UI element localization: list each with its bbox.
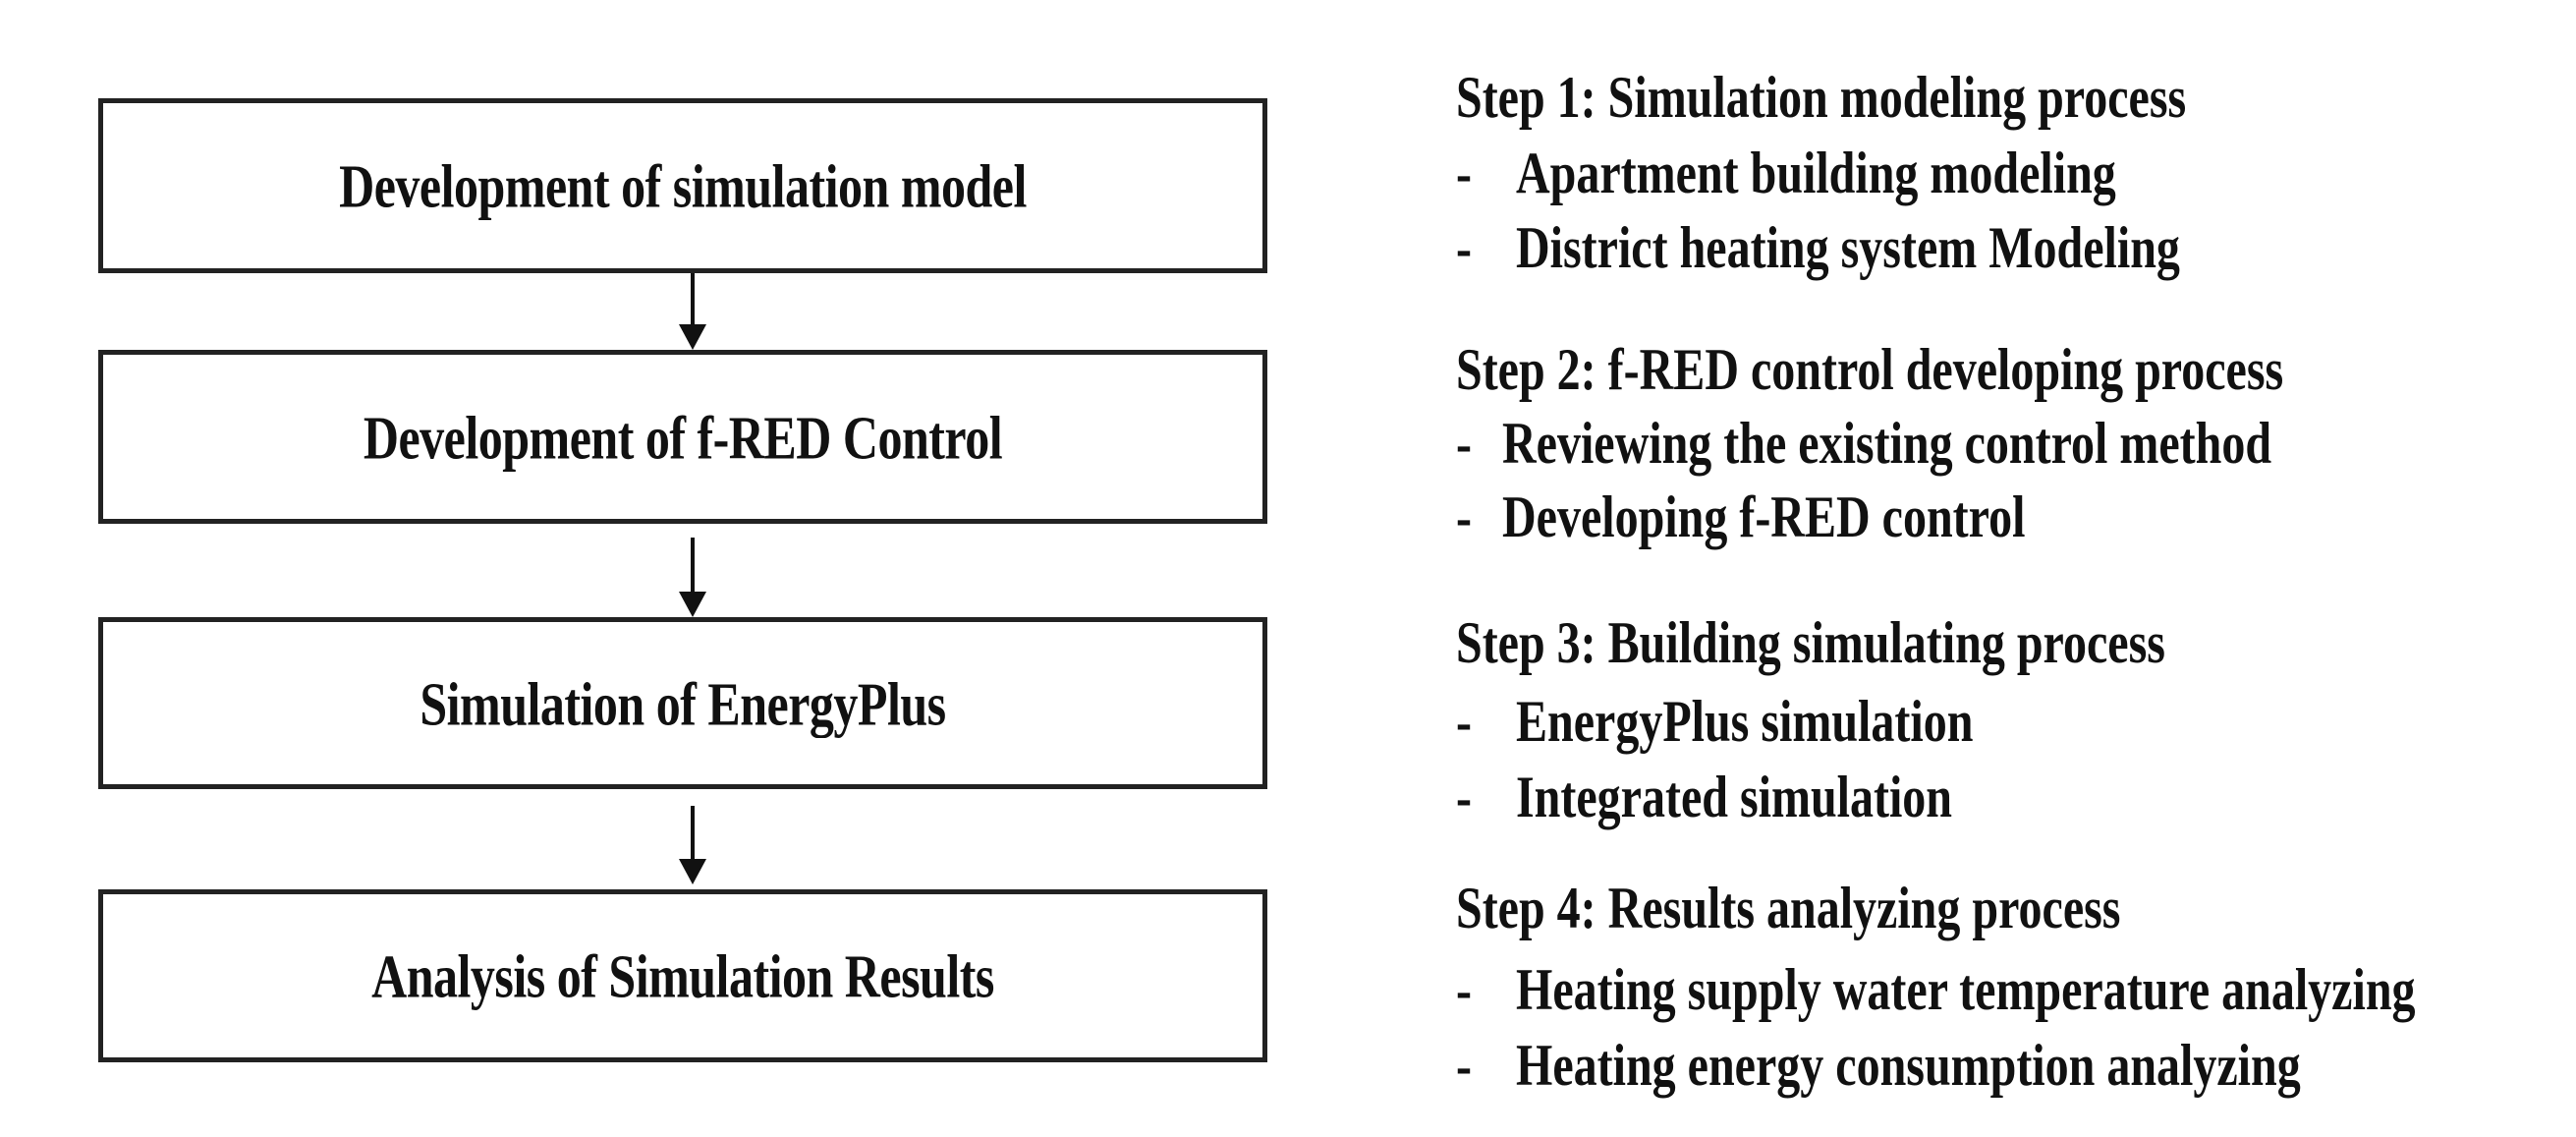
step-item: Developing f-RED control: [1502, 484, 2026, 550]
flow-box-label: Analysis of Simulation Results: [371, 941, 994, 1010]
flow-box-label: Simulation of EnergyPlus: [420, 668, 946, 738]
step-title: Step 1: Simulation modeling process: [1456, 65, 2187, 131]
arrow-down-icon: [688, 538, 698, 617]
step-item: Heating energy consumption analyzing: [1516, 1033, 2301, 1099]
bullet-dash: -: [1456, 765, 1472, 830]
bullet-dash: -: [1456, 957, 1472, 1023]
step-item: EnergyPlus simulation: [1516, 689, 1974, 755]
step-item: District heating system Modeling: [1516, 215, 2180, 281]
bullet-dash: -: [1456, 1033, 1472, 1099]
flow-box-fred-control: [98, 350, 1267, 524]
step-item: Heating supply water temperature analyzing: [1516, 957, 2416, 1023]
step-item: Reviewing the existing control method: [1502, 411, 2272, 477]
flow-box-simulation-model: [98, 98, 1267, 273]
bullet-dash: -: [1456, 484, 1472, 550]
step-item: Integrated simulation: [1516, 765, 1952, 830]
step-title: Step 2: f-RED control developing process: [1456, 337, 2284, 403]
bullet-dash: -: [1456, 411, 1472, 477]
arrow-down-icon: [688, 273, 698, 350]
flow-box-energyplus: [98, 617, 1267, 789]
step-title: Step 3: Building simulating process: [1456, 610, 2165, 676]
flow-box-analysis: [98, 889, 1267, 1062]
bullet-dash: -: [1456, 215, 1472, 281]
bullet-dash: -: [1456, 689, 1472, 755]
step-item: Apartment building modeling: [1516, 141, 2116, 206]
arrow-down-icon: [688, 806, 698, 884]
flow-box-label: Development of f-RED Control: [363, 402, 1003, 472]
bullet-dash: -: [1456, 141, 1472, 206]
flow-box-label: Development of simulation model: [339, 151, 1027, 220]
step-title: Step 4: Results analyzing process: [1456, 876, 2121, 941]
